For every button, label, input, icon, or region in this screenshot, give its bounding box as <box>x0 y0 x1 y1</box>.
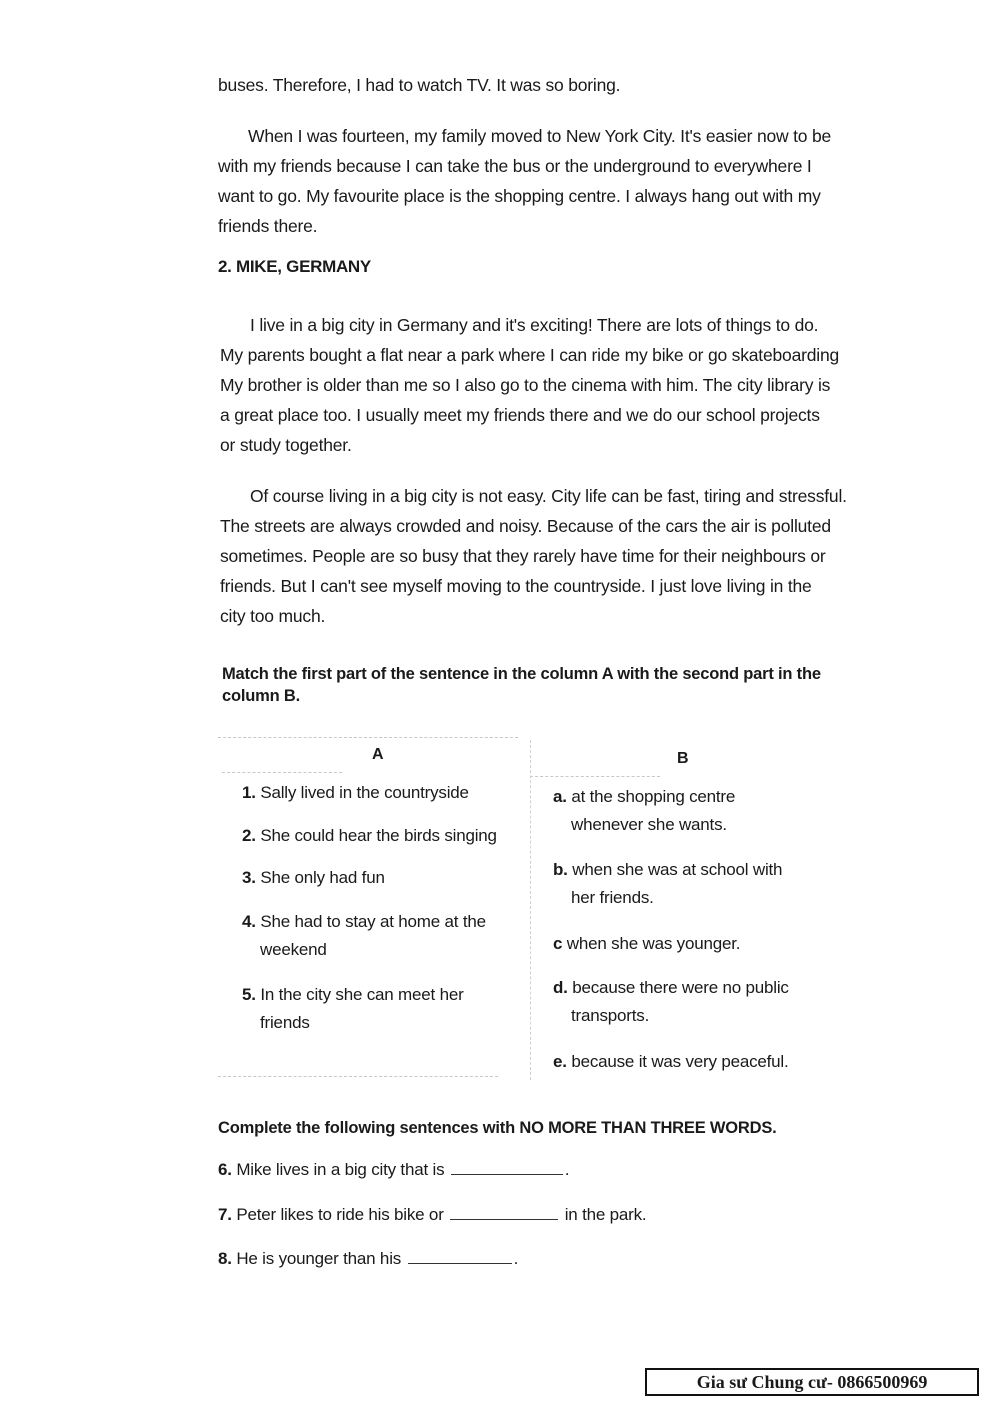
item-text: because it was very peaceful. <box>571 1052 789 1071</box>
fill-item-6 <box>218 1160 569 1180</box>
item-text: weekend <box>260 940 327 959</box>
complete-instruction <box>218 1117 777 1139</box>
item-text: when she was younger. <box>566 934 741 953</box>
story1-closing-line <box>218 70 620 100</box>
text-line: or study together. <box>220 435 352 455</box>
item-text: in the park. <box>564 1205 647 1224</box>
table-border-bottom <box>218 1076 498 1077</box>
item-letter: d. <box>553 978 568 997</box>
item-number: 6. <box>218 1160 232 1179</box>
item-text: Peter likes to ride his bike or <box>236 1205 444 1224</box>
text-line: Of course living in a big city is not easy. City life can be fast, tiring and stressful. <box>250 486 847 506</box>
item-number: 8. <box>218 1249 232 1268</box>
text-line: The streets are always crowded and noisy. Because of the cars the air is polluted <box>220 516 831 536</box>
item-text: She had to stay at home at the <box>260 912 486 931</box>
column-b-item-c <box>553 930 740 958</box>
item-number: 2. <box>242 826 256 845</box>
match-instruction <box>222 663 821 707</box>
story1-paragraph <box>218 121 831 241</box>
answer-blank[interactable] <box>451 1162 563 1175</box>
item-number: 1. <box>242 783 256 802</box>
item-text: . <box>513 1249 519 1268</box>
item-number: 3. <box>242 868 256 887</box>
text-line: city too much. <box>220 606 326 626</box>
item-text: He is younger than his <box>236 1249 402 1268</box>
text-line: column B. <box>222 687 300 705</box>
section-heading-mike: 2. MIKE, GERMANY <box>218 257 371 276</box>
item-text: She only had fun <box>260 868 385 887</box>
column-a-item-3 <box>242 864 385 892</box>
item-text: at the shopping centre <box>571 787 736 806</box>
item-text: . <box>564 1160 570 1179</box>
item-text: friends <box>260 1013 310 1032</box>
item-text: her friends. <box>571 888 654 907</box>
text-line: Match the first part of the sentence in the column A with the second part in the <box>222 665 821 683</box>
column-a-item-4 <box>242 908 486 964</box>
text-line: with my friends because I can take the bus or the underground to everywhere I <box>218 156 812 176</box>
item-letter: a. <box>553 787 567 806</box>
mike-paragraph-1 <box>220 310 839 460</box>
text-line: a great place too. I usually meet my friends there and we do our school projects <box>220 405 820 425</box>
table-border-top <box>218 737 518 738</box>
item-text: transports. <box>571 1006 650 1025</box>
text-line: My parents bought a flat near a park where I can ride my bike or go skateboarding <box>220 345 840 365</box>
item-letter: c <box>553 934 563 953</box>
column-a-item-1 <box>242 779 469 807</box>
mike-paragraph-2 <box>220 481 847 631</box>
table-header-rule <box>222 772 342 773</box>
text-line: friends. But I can't see myself moving to the countryside. I just love living in the <box>220 576 812 596</box>
item-number: 5. <box>242 985 256 1004</box>
text-line: sometimes. People are so busy that they rarely have time for their neighbours or <box>220 546 826 566</box>
column-b-item-d <box>553 974 789 1030</box>
text-line: friends there. <box>218 216 318 236</box>
item-text: because there were no public <box>572 978 789 997</box>
item-text: Sally lived in the countryside <box>260 783 469 802</box>
item-number: 4. <box>242 912 256 931</box>
column-b-item-b <box>553 856 782 912</box>
item-text: She could hear the birds singing <box>260 826 497 845</box>
item-text: In the city she can meet her <box>260 985 464 1004</box>
text-line: My brother is older than me so I also go to the cinema with him. The city library is <box>220 375 831 395</box>
item-number: 7. <box>218 1205 232 1224</box>
text-line: When I was fourteen, my family moved to New York City. It's easier now to be <box>248 126 832 146</box>
item-letter: e. <box>553 1052 567 1071</box>
fill-item-7 <box>218 1205 646 1225</box>
fill-item-8 <box>218 1249 518 1269</box>
item-text: when she was at school with <box>572 860 783 879</box>
item-text: Mike lives in a big city that is <box>236 1160 445 1179</box>
table-header-rule <box>530 776 660 777</box>
footer-contact-box: Gia sư Chung cư- 0866500969 <box>645 1368 979 1396</box>
text-line: I live in a big city in Germany and it's exciting! There are lots of things to do. <box>250 315 819 335</box>
table-column-divider <box>530 740 531 1080</box>
item-text: whenever she wants. <box>571 815 727 834</box>
column-b-item-e <box>553 1048 789 1076</box>
text-line: Complete the following sentences with NO MORE THAN THREE WORDS. <box>218 1119 777 1137</box>
column-a-item-5 <box>242 981 464 1037</box>
column-b-item-a <box>553 783 735 839</box>
text-line: want to go. My favourite place is the shopping centre. I always hang out with my <box>218 186 821 206</box>
column-b-header: B <box>677 750 689 767</box>
text-line: buses. Therefore, I had to watch TV. It was so boring. <box>218 75 621 95</box>
column-a-header: A <box>372 746 384 763</box>
answer-blank[interactable] <box>408 1251 512 1264</box>
answer-blank[interactable] <box>450 1207 558 1220</box>
item-letter: b. <box>553 860 568 879</box>
column-a-item-2 <box>242 822 497 850</box>
